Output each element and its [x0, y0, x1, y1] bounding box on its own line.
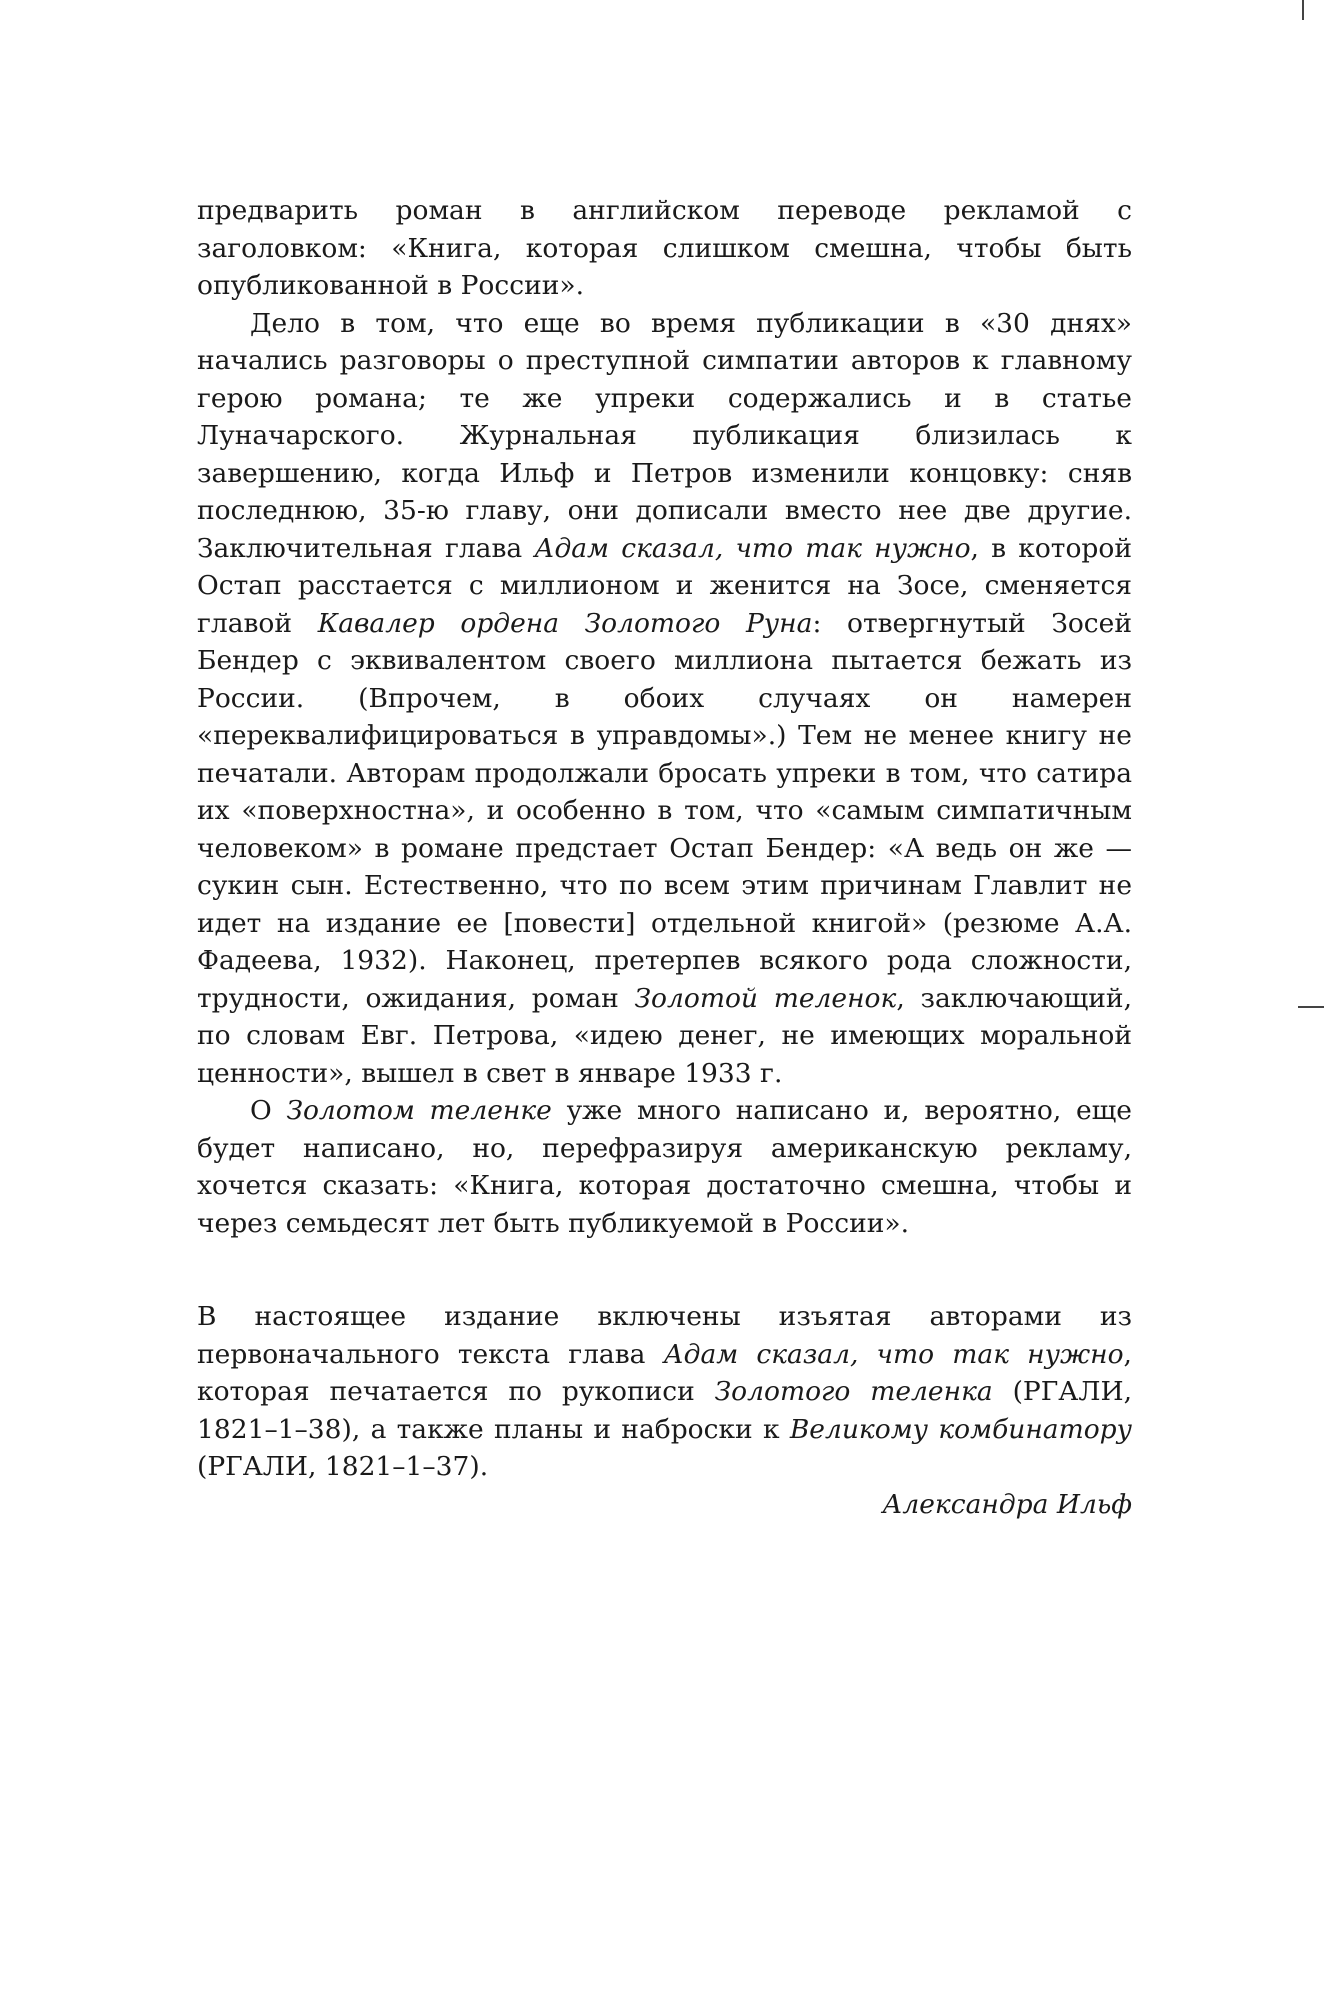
italic-title: Кавалер ордена Золотого Руна	[317, 607, 813, 639]
page-text	[197, 192, 1132, 1523]
paragraph-3	[197, 1092, 1132, 1242]
text-segment: , заключающий, по словам Евг. Петрова, «идею денег, не имеющих моральной ценности», вышел в свет в январе 1933 г.	[197, 982, 1133, 1089]
paragraph-2	[197, 305, 1132, 1093]
text-segment: , в которой Остап расстается с миллионом и женится на Зосе, сменяется главой	[197, 532, 1133, 639]
text-segment: уже много написано и, вероятно, еще будет написано, но, перефразируя американскую рекламу, хочется сказать: «Книга, которая достаточно смешна, чтобы и через семьдесят лет быть публикуемой в России».	[197, 1095, 1132, 1239]
author-signature: Александра Ильф	[882, 1488, 1132, 1520]
italic-title: Золотом теленке	[286, 1095, 552, 1126]
italic-title: Золотого теленка	[714, 1376, 993, 1407]
text-segment: (РГАЛИ, 1821–1–37).	[197, 1451, 489, 1482]
section-gap	[197, 1242, 1132, 1298]
crop-mark-top	[1302, 0, 1304, 20]
paragraph-4	[197, 1298, 1132, 1486]
italic-title: Адам сказал, что так нужно	[663, 1338, 1124, 1370]
italic-title: Адам сказал, что так нужно	[534, 532, 971, 564]
text-segment: (РГАЛИ, 1821–1–38), а также планы и наброски к	[197, 1376, 1133, 1445]
text-segment: О	[250, 1095, 287, 1126]
text-segment: Дело в том, что еще во время публикации в «30 днях» начались разговоры о преступной симпатии авторов к главному герою романа; те же упреки содержались и в статье Луначарского. Журнальная публикация близилась к завершению, когда Ильф и Петров изменили концовку: сняв последнюю, 35-ю главу, они дописали вместо нее две другие. Заключительная глава	[197, 307, 1132, 564]
text-segment: предварить роман в английском переводе рекламой с заголовком: «Книга, которая слишком смешна, чтобы быть опубликованной в России».	[197, 195, 1132, 301]
crop-mark-side	[1298, 1006, 1324, 1008]
text-segment: , которая печатается по рукописи	[197, 1338, 1132, 1407]
text-segment: : отвергнутый Зосей Бендер с эквивалентом своего миллиона пытается бежать из России. (Впрочем, в обоих случаях он намерен «переквалифицироваться в управдомы».) Тем не менее книгу не печатали. Авторам продолжали бросать упреки в том, что сатира их «поверхностна», и особенно в том, что «самым симпатичным человеком» в романе предстает Остап Бендер: «А ведь он же — сукин сын. Естественно, что по всем этим причинам Главлит не идет на издание ее [повести] отдельной книгой» (резюме А.А. Фадеева, 1932). Наконец, претерпев всякого рода сложности, трудности, ожидания, роман	[197, 607, 1132, 1014]
italic-title: Великому комбинатору	[789, 1413, 1132, 1445]
italic-title: Золотой теленок	[634, 982, 897, 1014]
text-segment: В настоящее издание включены изъятая авторами из первоначального текста глава	[197, 1301, 1132, 1370]
paragraph-1	[197, 192, 1132, 305]
